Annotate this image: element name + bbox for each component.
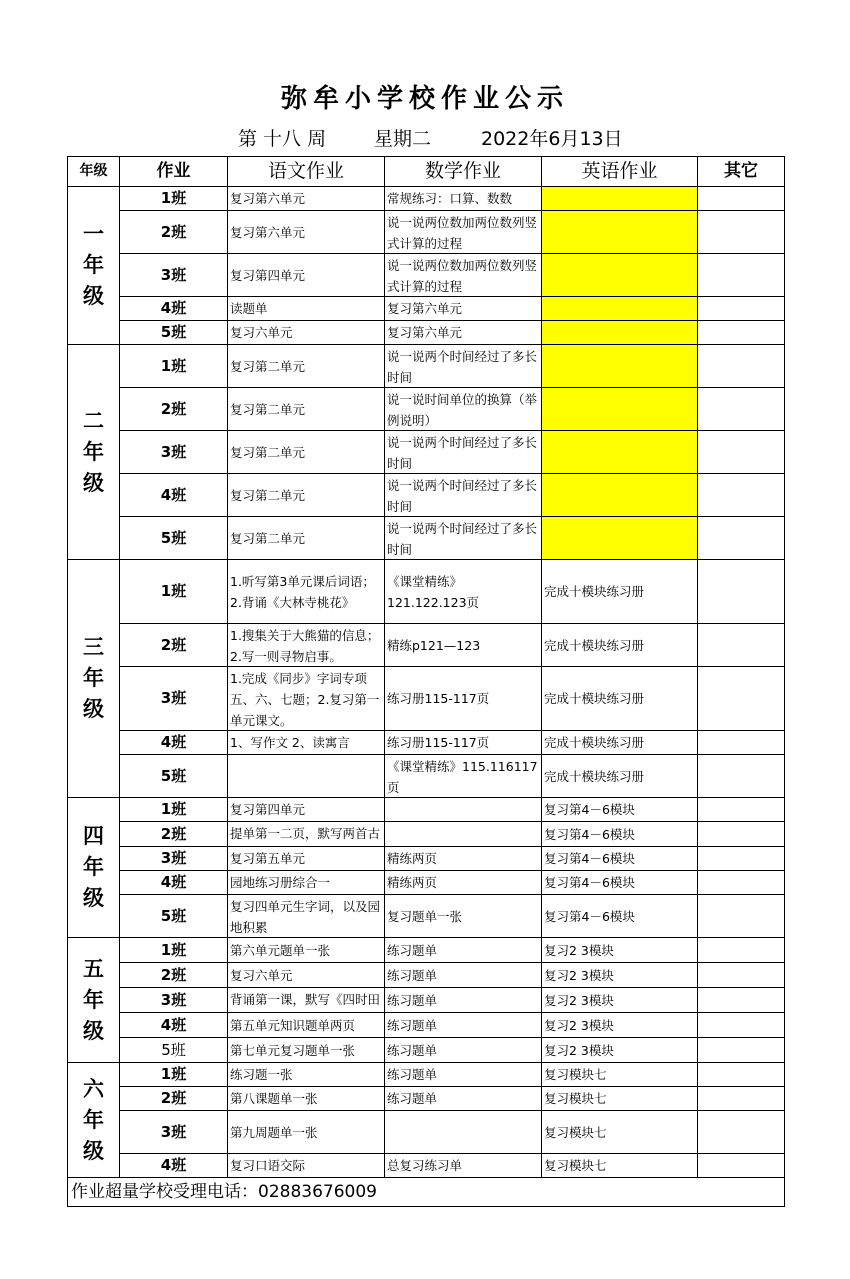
other-homework bbox=[698, 798, 785, 822]
math-homework-text: 练习题单 bbox=[387, 967, 438, 983]
footer-row bbox=[68, 1178, 785, 1207]
other-homework bbox=[698, 822, 785, 847]
table-row bbox=[68, 755, 785, 798]
math-homework bbox=[385, 963, 542, 988]
chinese-homework-text: 园地练习册综合一 bbox=[230, 875, 331, 890]
subtitle bbox=[0, 124, 850, 152]
other-homework bbox=[698, 895, 785, 938]
english-homework bbox=[542, 321, 698, 345]
chinese-homework bbox=[228, 822, 385, 847]
math-homework bbox=[385, 988, 542, 1013]
math-homework bbox=[385, 187, 542, 211]
math-homework-text: 精练两页 bbox=[387, 875, 438, 890]
english-homework-text: 复习2 3模块 bbox=[544, 1017, 614, 1033]
class-label: 5班 bbox=[120, 895, 228, 938]
grade-label-g6 bbox=[68, 1063, 120, 1178]
english-homework bbox=[542, 963, 698, 988]
header-math: 数学作业 bbox=[385, 157, 542, 187]
table-row bbox=[68, 624, 785, 667]
math-homework-text: 说一说两个时间经过了多长时间 bbox=[387, 477, 538, 514]
chinese-homework-text: 复习第二单元 bbox=[230, 487, 306, 503]
chinese-homework bbox=[228, 297, 385, 321]
class-label: 4班 bbox=[120, 1013, 228, 1038]
math-homework-text: 说一说两位数加两位数列竖式计算的过程 bbox=[387, 257, 538, 294]
math-homework-text: 复习第六单元 bbox=[387, 325, 463, 340]
class-label: 2班 bbox=[120, 388, 228, 431]
math-homework bbox=[385, 345, 542, 388]
grade-label-g2 bbox=[68, 345, 120, 560]
math-homework-text: 练习册115-117页 bbox=[387, 735, 490, 750]
english-homework-text: 复习第4－6模块 bbox=[544, 826, 635, 842]
table-row bbox=[68, 822, 785, 847]
math-homework bbox=[385, 822, 542, 847]
math-homework-text: 《课堂精练》115.116117页 bbox=[387, 758, 538, 795]
english-homework-text: 复习模块七 bbox=[544, 1124, 607, 1140]
chinese-homework bbox=[228, 321, 385, 345]
class-label: 4班 bbox=[120, 731, 228, 755]
class-label: 4班 bbox=[120, 1154, 228, 1178]
grade-label-text: 一年级 bbox=[83, 222, 104, 308]
table-row bbox=[68, 798, 785, 822]
other-homework bbox=[698, 871, 785, 895]
english-homework bbox=[542, 211, 698, 254]
header-row bbox=[68, 157, 785, 187]
english-homework bbox=[542, 1111, 698, 1154]
other-homework bbox=[698, 187, 785, 211]
math-homework bbox=[385, 731, 542, 755]
class-label: 3班 bbox=[120, 988, 228, 1013]
other-homework bbox=[698, 1038, 785, 1063]
chinese-homework-text: 复习六单元 bbox=[230, 967, 293, 983]
other-homework bbox=[698, 755, 785, 798]
math-homework bbox=[385, 1013, 542, 1038]
math-homework-text: 练习题单 bbox=[387, 1042, 438, 1058]
grade-label-g4 bbox=[68, 798, 120, 938]
page-title: 弥牟小学校作业公示 bbox=[280, 84, 569, 114]
english-homework bbox=[542, 474, 698, 517]
header-homework: 作业 bbox=[120, 157, 228, 187]
math-homework-text: 练习题单 bbox=[387, 1017, 438, 1033]
other-homework bbox=[698, 254, 785, 297]
chinese-homework-text: 复习第二单元 bbox=[230, 401, 306, 417]
math-homework bbox=[385, 431, 542, 474]
chinese-homework bbox=[228, 988, 385, 1013]
grade-label-text: 二年级 bbox=[83, 408, 104, 495]
math-homework-text: 精练两页 bbox=[387, 851, 438, 866]
chinese-homework-text: 第八课题单一张 bbox=[230, 1091, 318, 1106]
grade-label-text: 四年级 bbox=[83, 824, 104, 910]
math-homework-text: 说一说两位数加两位数列竖式计算的过程 bbox=[387, 214, 538, 251]
other-homework bbox=[698, 560, 785, 624]
math-homework bbox=[385, 297, 542, 321]
chinese-homework bbox=[228, 667, 385, 731]
chinese-homework bbox=[228, 517, 385, 560]
chinese-homework bbox=[228, 755, 385, 798]
chinese-homework-text: 复习第二单元 bbox=[230, 358, 306, 374]
chinese-homework-text: 1.搜集关于大熊猫的信息；2.写一则寻物启事。 bbox=[230, 627, 380, 664]
chinese-homework bbox=[228, 187, 385, 211]
chinese-homework-text: 练习题一张 bbox=[230, 1067, 293, 1082]
math-homework-text: 说一说两个时间经过了多长时间 bbox=[387, 348, 538, 385]
header-chinese: 语文作业 bbox=[228, 157, 385, 187]
chinese-homework bbox=[228, 388, 385, 431]
math-homework bbox=[385, 211, 542, 254]
chinese-homework-text: 复习第四单元 bbox=[230, 267, 306, 283]
english-homework-text: 复习2 3模块 bbox=[544, 1042, 614, 1058]
other-homework bbox=[698, 297, 785, 321]
table-row bbox=[68, 474, 785, 517]
other-homework bbox=[698, 211, 785, 254]
math-homework-text: 练习题单 bbox=[387, 992, 438, 1008]
chinese-homework-text: 1.听写第3单元课后词语；2.背诵《大林寺桃花》 bbox=[230, 573, 375, 610]
class-label: 1班 bbox=[120, 1063, 228, 1087]
math-homework bbox=[385, 1038, 542, 1063]
chinese-homework bbox=[228, 345, 385, 388]
english-homework-text: 复习第4－6模块 bbox=[544, 802, 635, 817]
math-homework bbox=[385, 517, 542, 560]
math-homework-text: 复习第六单元 bbox=[387, 301, 463, 316]
table-row bbox=[68, 297, 785, 321]
table-row bbox=[68, 988, 785, 1013]
chinese-homework-text: 复习四单元生字词，以及园地积累 bbox=[230, 898, 381, 935]
class-label: 1班 bbox=[120, 345, 228, 388]
english-homework bbox=[542, 254, 698, 297]
english-homework-text: 复习2 3模块 bbox=[544, 942, 614, 958]
math-homework bbox=[385, 1063, 542, 1087]
english-homework-text: 复习第4－6模块 bbox=[544, 908, 635, 924]
week-label: 第 十八 周 bbox=[238, 128, 327, 150]
english-homework-text: 完成十模块练习册 bbox=[544, 637, 645, 653]
header-grade: 年级 bbox=[68, 157, 120, 187]
math-homework-text: 《课堂精练》121.122.123页 bbox=[387, 573, 480, 610]
english-homework-text: 复习模块七 bbox=[544, 1091, 607, 1106]
math-homework bbox=[385, 388, 542, 431]
english-homework-text: 完成十模块练习册 bbox=[544, 735, 645, 750]
math-homework bbox=[385, 871, 542, 895]
english-homework bbox=[542, 431, 698, 474]
chinese-homework-text: 第九周题单一张 bbox=[230, 1124, 318, 1140]
class-label: 2班 bbox=[120, 1087, 228, 1111]
other-homework bbox=[698, 517, 785, 560]
homework-table bbox=[67, 156, 785, 1207]
table-row bbox=[68, 1013, 785, 1038]
english-homework-text: 复习模块七 bbox=[544, 1067, 607, 1082]
class-label: 1班 bbox=[120, 187, 228, 211]
class-label: 5班 bbox=[120, 517, 228, 560]
math-homework-text: 常规练习：口算、数数 bbox=[387, 191, 513, 206]
english-homework-text: 完成十模块练习册 bbox=[544, 691, 645, 706]
english-homework bbox=[542, 755, 698, 798]
english-homework bbox=[542, 1154, 698, 1178]
other-homework bbox=[698, 667, 785, 731]
chinese-homework bbox=[228, 1111, 385, 1154]
other-homework bbox=[698, 474, 785, 517]
chinese-homework-text: 复习第二单元 bbox=[230, 530, 306, 546]
other-homework bbox=[698, 1063, 785, 1087]
english-homework bbox=[542, 847, 698, 871]
chinese-homework-text: 复习第四单元 bbox=[230, 802, 306, 817]
chinese-homework bbox=[228, 474, 385, 517]
other-homework bbox=[698, 345, 785, 388]
english-homework-text: 复习第4－6模块 bbox=[544, 875, 635, 890]
class-label: 5班 bbox=[120, 755, 228, 798]
chinese-homework-text: 复习六单元 bbox=[230, 325, 293, 340]
math-homework bbox=[385, 1154, 542, 1178]
english-homework bbox=[542, 560, 698, 624]
math-homework-text: 精练p121—123 bbox=[387, 637, 481, 653]
table-row bbox=[68, 731, 785, 755]
chinese-homework-text: 复习口语交际 bbox=[230, 1158, 306, 1173]
math-homework bbox=[385, 755, 542, 798]
class-label: 5班 bbox=[120, 321, 228, 345]
other-homework bbox=[698, 388, 785, 431]
other-homework bbox=[698, 321, 785, 345]
english-homework-text: 复习第4－6模块 bbox=[544, 851, 635, 866]
math-homework bbox=[385, 474, 542, 517]
chinese-homework bbox=[228, 963, 385, 988]
english-homework bbox=[542, 297, 698, 321]
class-label: 3班 bbox=[120, 667, 228, 731]
chinese-homework-text: 第七单元复习题单一张 bbox=[230, 1042, 356, 1058]
class-label: 2班 bbox=[120, 624, 228, 667]
table-row bbox=[68, 963, 785, 988]
table-row bbox=[68, 1063, 785, 1087]
math-homework bbox=[385, 560, 542, 624]
table-row bbox=[68, 667, 785, 731]
class-label: 1班 bbox=[120, 798, 228, 822]
chinese-homework-text: 背诵第一课，默写《四时田 bbox=[230, 991, 381, 1007]
chinese-homework-text: 复习第六单元 bbox=[230, 191, 306, 206]
chinese-homework bbox=[228, 731, 385, 755]
class-label: 4班 bbox=[120, 474, 228, 517]
table-row bbox=[68, 1111, 785, 1154]
class-label: 3班 bbox=[120, 254, 228, 297]
class-label: 3班 bbox=[120, 431, 228, 474]
english-homework bbox=[542, 798, 698, 822]
header-other: 其它 bbox=[698, 157, 785, 187]
class-label: 5班 bbox=[120, 1038, 228, 1063]
header-english: 英语作业 bbox=[542, 157, 698, 187]
math-homework-text: 说一说两个时间经过了多长时间 bbox=[387, 434, 538, 471]
class-label: 2班 bbox=[120, 963, 228, 988]
table-row bbox=[68, 187, 785, 211]
chinese-homework bbox=[228, 871, 385, 895]
chinese-homework bbox=[228, 798, 385, 822]
table-row bbox=[68, 517, 785, 560]
chinese-homework bbox=[228, 895, 385, 938]
english-homework bbox=[542, 388, 698, 431]
english-homework bbox=[542, 345, 698, 388]
english-homework bbox=[542, 938, 698, 963]
english-homework bbox=[542, 624, 698, 667]
table-row bbox=[68, 938, 785, 963]
class-label: 1班 bbox=[120, 938, 228, 963]
grade-label-g3 bbox=[68, 560, 120, 798]
english-homework-text: 复习2 3模块 bbox=[544, 992, 614, 1008]
table-row bbox=[68, 847, 785, 871]
english-homework-text: 完成十模块练习册 bbox=[544, 768, 645, 784]
chinese-homework bbox=[228, 938, 385, 963]
english-homework bbox=[542, 895, 698, 938]
chinese-homework-text: 复习第二单元 bbox=[230, 444, 306, 460]
math-homework bbox=[385, 667, 542, 731]
other-homework bbox=[698, 938, 785, 963]
chinese-homework bbox=[228, 847, 385, 871]
english-homework bbox=[542, 517, 698, 560]
chinese-homework bbox=[228, 1154, 385, 1178]
date-label: 2022年6月13日 bbox=[481, 128, 623, 150]
chinese-homework-text: 提单第一二页，默写两首古 bbox=[230, 825, 381, 841]
table-row bbox=[68, 895, 785, 938]
math-homework-text: 总复习练习单 bbox=[387, 1158, 463, 1173]
other-homework bbox=[698, 1013, 785, 1038]
table-row bbox=[68, 560, 785, 624]
math-homework-text: 练习册115-117页 bbox=[387, 691, 490, 706]
grade-label-text: 六年级 bbox=[83, 1076, 104, 1163]
chinese-homework-text: 复习第六单元 bbox=[230, 224, 306, 240]
other-homework bbox=[698, 624, 785, 667]
math-homework-text: 练习题单 bbox=[387, 1091, 438, 1106]
english-homework-text: 完成十模块练习册 bbox=[544, 584, 645, 599]
class-label: 1班 bbox=[120, 560, 228, 624]
chinese-homework bbox=[228, 1087, 385, 1111]
table-row bbox=[68, 1087, 785, 1111]
chinese-homework bbox=[228, 431, 385, 474]
table-row bbox=[68, 345, 785, 388]
math-homework-text: 说一说时间单位的换算（举例说明） bbox=[387, 391, 538, 428]
chinese-homework-text: 读题单 bbox=[230, 301, 268, 316]
class-label: 3班 bbox=[120, 847, 228, 871]
class-label: 4班 bbox=[120, 871, 228, 895]
english-homework bbox=[542, 731, 698, 755]
table-row bbox=[68, 431, 785, 474]
other-homework bbox=[698, 1111, 785, 1154]
grade-label-text: 三年级 bbox=[83, 635, 104, 721]
chinese-homework-text: 复习第五单元 bbox=[230, 851, 306, 866]
other-homework bbox=[698, 731, 785, 755]
english-homework-text: 复习模块七 bbox=[544, 1158, 607, 1173]
class-label: 2班 bbox=[120, 822, 228, 847]
chinese-homework bbox=[228, 624, 385, 667]
other-homework bbox=[698, 1154, 785, 1178]
chinese-homework bbox=[228, 1063, 385, 1087]
weekday-label: 星期二 bbox=[374, 128, 432, 150]
chinese-homework bbox=[228, 1038, 385, 1063]
table-row bbox=[68, 871, 785, 895]
chinese-homework bbox=[228, 254, 385, 297]
class-label: 3班 bbox=[120, 1111, 228, 1154]
chinese-homework bbox=[228, 1013, 385, 1038]
math-homework bbox=[385, 938, 542, 963]
chinese-homework-text: 1、写作文 2、读寓言 bbox=[230, 735, 350, 750]
math-homework-text: 练习题单 bbox=[387, 942, 438, 958]
table-row bbox=[68, 1154, 785, 1178]
other-homework bbox=[698, 1087, 785, 1111]
table-row bbox=[68, 1038, 785, 1063]
math-homework bbox=[385, 895, 542, 938]
english-homework bbox=[542, 667, 698, 731]
grade-label-g1 bbox=[68, 187, 120, 345]
table-row bbox=[68, 388, 785, 431]
math-homework-text: 复习题单一张 bbox=[387, 908, 463, 924]
english-homework bbox=[542, 1013, 698, 1038]
english-homework bbox=[542, 822, 698, 847]
other-homework bbox=[698, 847, 785, 871]
chinese-homework bbox=[228, 211, 385, 254]
math-homework-text: 练习题单 bbox=[387, 1067, 438, 1082]
math-homework bbox=[385, 847, 542, 871]
other-homework bbox=[698, 963, 785, 988]
grade-label-text: 五年级 bbox=[83, 956, 104, 1043]
math-homework bbox=[385, 798, 542, 822]
math-homework bbox=[385, 321, 542, 345]
math-homework bbox=[385, 1087, 542, 1111]
math-homework bbox=[385, 254, 542, 297]
english-homework bbox=[542, 1038, 698, 1063]
table-row bbox=[68, 211, 785, 254]
math-homework-text: 说一说两个时间经过了多长时间 bbox=[387, 520, 538, 557]
english-homework-text: 复习2 3模块 bbox=[544, 967, 614, 983]
table-row bbox=[68, 254, 785, 297]
other-homework bbox=[698, 988, 785, 1013]
english-homework bbox=[542, 1063, 698, 1087]
chinese-homework-text: 1.完成《同步》字词专项五、六、七题；2.复习第一单元课文。 bbox=[230, 670, 380, 728]
math-homework bbox=[385, 1111, 542, 1154]
chinese-homework-text: 第五单元知识题单两页 bbox=[230, 1017, 356, 1033]
chinese-homework bbox=[228, 560, 385, 624]
complaint-phone: 作业超量学校受理电话：02883676009 bbox=[68, 1178, 785, 1207]
class-label: 4班 bbox=[120, 297, 228, 321]
other-homework bbox=[698, 431, 785, 474]
english-homework bbox=[542, 187, 698, 211]
chinese-homework-text: 第六单元题单一张 bbox=[230, 942, 331, 958]
english-homework bbox=[542, 871, 698, 895]
table-row bbox=[68, 321, 785, 345]
math-homework bbox=[385, 624, 542, 667]
class-label: 2班 bbox=[120, 211, 228, 254]
english-homework bbox=[542, 1087, 698, 1111]
english-homework bbox=[542, 988, 698, 1013]
grade-label-g5 bbox=[68, 938, 120, 1063]
